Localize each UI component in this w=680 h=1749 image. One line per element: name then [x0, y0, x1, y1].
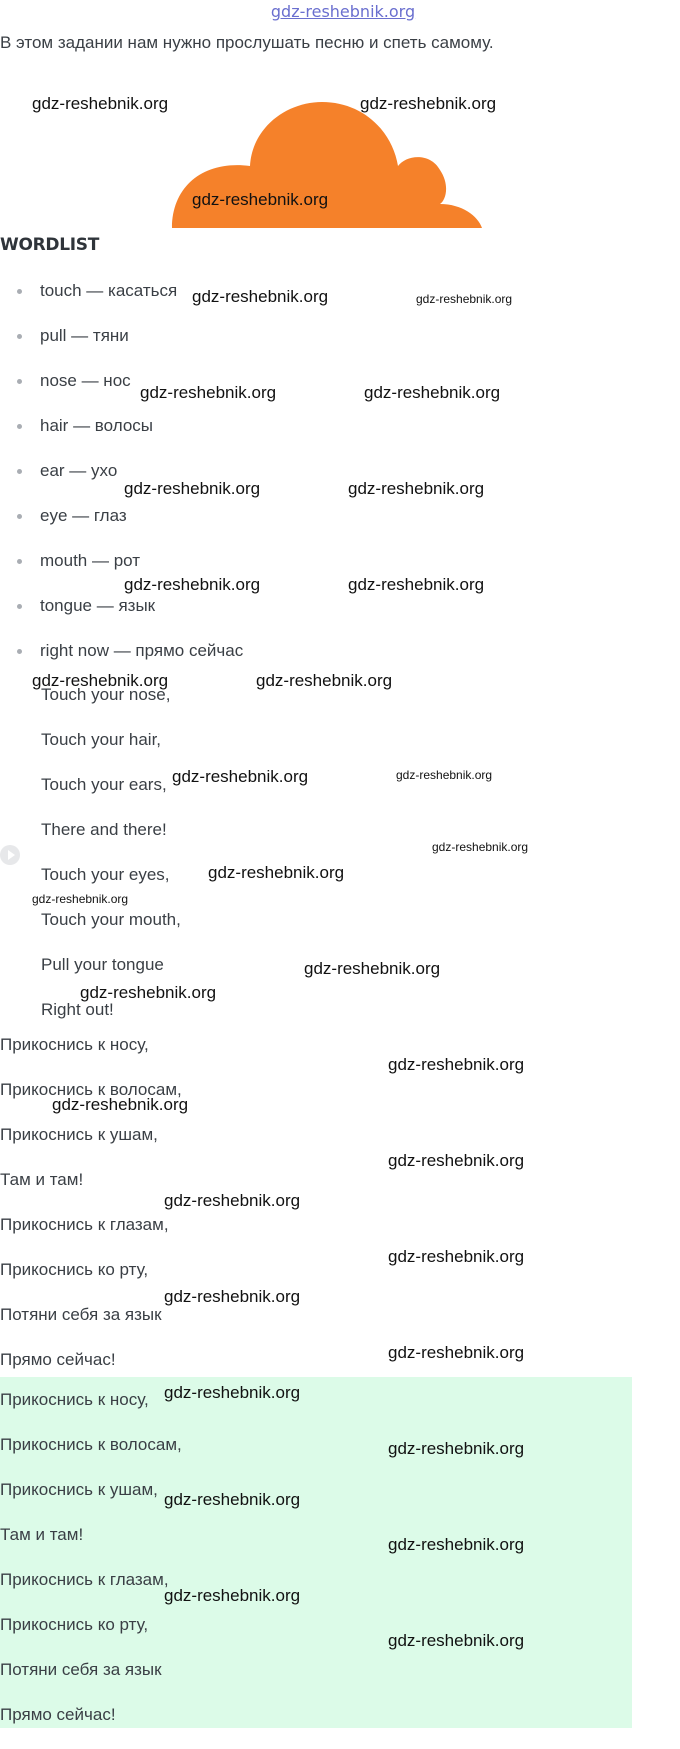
translation-highlighted-line: Прикоснись к носу,: [0, 1390, 149, 1409]
wordlist-item-text: tongue — язык: [40, 596, 156, 615]
wordlist-item-text: eye — глаз: [40, 506, 127, 525]
watermark: gdz-reshebnik.org: [52, 1095, 189, 1114]
watermark: gdz-reshebnik.org: [32, 94, 169, 113]
bullet-icon: [17, 379, 22, 384]
translation-line: Прикоснись ко рту,: [0, 1260, 149, 1279]
watermark: gdz-reshebnik.org: [256, 671, 393, 690]
translation-line: Там и там!: [0, 1170, 84, 1189]
watermark: gdz-reshebnik.org: [124, 575, 261, 594]
watermark: gdz-reshebnik.org: [388, 1055, 525, 1074]
translation-line: Прикоснись к ушам,: [0, 1125, 158, 1144]
watermark: gdz-reshebnik.org: [32, 892, 129, 906]
lyrics-line: Touch your nose,: [41, 685, 171, 704]
translation-line: Потяни себя за язык: [0, 1305, 162, 1324]
translation-highlighted-line: Прикоснись к глазам,: [0, 1570, 169, 1589]
wordlist-item-text: hair — волосы: [40, 416, 153, 435]
wordlist-item: [0, 415, 243, 460]
watermark: gdz-reshebnik.org: [348, 575, 485, 594]
lyrics-line: Touch your eyes,: [41, 865, 170, 884]
bullet-icon: [17, 334, 22, 339]
watermark: gdz-reshebnik.org: [348, 479, 485, 498]
watermark: gdz-reshebnik.org: [388, 1535, 525, 1554]
lyrics-line: Touch your ears,: [41, 775, 167, 794]
translation-highlighted-line: Прикоснись ко рту,: [0, 1615, 149, 1634]
bullet-icon: [17, 469, 22, 474]
watermark: gdz-reshebnik.org: [192, 287, 329, 306]
wordlist-item-text: ear — ухо: [40, 461, 118, 480]
wordlist-item-text: touch — касаться: [40, 281, 178, 300]
watermark: gdz-reshebnik.org: [80, 983, 217, 1002]
watermark: gdz-reshebnik.org: [396, 768, 493, 782]
watermark: gdz-reshebnik.org: [388, 1343, 525, 1362]
bullet-icon: [17, 604, 22, 609]
lyrics-line: Right out!: [41, 1000, 114, 1019]
wordlist-item-text: mouth — рот: [40, 551, 141, 570]
bullet-icon: [17, 649, 22, 654]
watermark: gdz-reshebnik.org: [32, 671, 169, 690]
translation-highlighted-line: Прямо сейчас!: [0, 1705, 116, 1724]
watermark: gdz-reshebnik.org: [364, 383, 501, 402]
wordlist-item: [0, 505, 243, 550]
bullet-icon: [17, 559, 22, 564]
watermark: gdz-reshebnik.org: [304, 959, 441, 978]
watermark: gdz-reshebnik.org: [164, 1586, 301, 1605]
play-icon[interactable]: [0, 845, 20, 865]
watermark: gdz-reshebnik.org: [208, 863, 345, 882]
watermark: gdz-reshebnik.org: [164, 1490, 301, 1509]
bullet-icon: [17, 289, 22, 294]
watermark: gdz-reshebnik.org: [432, 840, 529, 854]
translation-highlighted: [0, 1389, 182, 1749]
watermark: gdz-reshebnik.org: [164, 1191, 301, 1210]
watermark: gdz-reshebnik.org: [416, 292, 513, 306]
translation-highlighted-line: Прикоснись к волосам,: [0, 1435, 182, 1454]
watermark: gdz-reshebnik.org: [172, 767, 309, 786]
watermark: gdz-reshebnik.org: [164, 1383, 301, 1402]
watermark: gdz-reshebnik.org: [140, 383, 277, 402]
bullet-icon: [17, 424, 22, 429]
watermark: gdz-reshebnik.org: [388, 1247, 525, 1266]
bullet-icon: [17, 514, 22, 519]
site-link[interactable]: gdz-reshebnik.org: [270, 2, 416, 21]
lyrics-line: Touch your mouth,: [41, 910, 181, 929]
watermark: gdz-reshebnik.org: [388, 1631, 525, 1650]
watermark: gdz-reshebnik.org: [164, 1287, 301, 1306]
watermark: gdz-reshebnik.org: [388, 1439, 525, 1458]
translation-line: Прикоснись к волосам,: [0, 1080, 182, 1099]
watermark: gdz-reshebnik.org: [388, 1151, 525, 1170]
lyrics-line: Touch your hair,: [41, 730, 162, 749]
intro-text: В этом задании нам нужно прослушать песню и спеть самому.: [0, 33, 494, 52]
wordlist-item-text: nose — нос: [40, 371, 131, 390]
wordlist-item: [0, 595, 243, 640]
translation-highlighted-line: Там и там!: [0, 1525, 84, 1544]
cloud-icon: [170, 100, 484, 230]
watermark: gdz-reshebnik.org: [124, 479, 261, 498]
watermark: gdz-reshebnik.org: [360, 94, 497, 113]
translation-highlighted-line: Потяни себя за язык: [0, 1660, 162, 1679]
translation-line: Прикоснись к носу,: [0, 1035, 149, 1054]
wordlist-item: [0, 325, 243, 370]
watermark: gdz-reshebnik.org: [192, 190, 329, 209]
translation-highlighted-line: Прикоснись к ушам,: [0, 1480, 158, 1499]
translation-line: Прямо сейчас!: [0, 1350, 116, 1369]
wordlist-item-text: right now — прямо сейчас: [40, 641, 244, 660]
translation-line: Прикоснись к глазам,: [0, 1215, 169, 1234]
lyrics-line: Pull your tongue: [41, 955, 164, 974]
wordlist-heading: WORDLIST: [0, 235, 100, 255]
wordlist-item-text: pull — тяни: [40, 326, 129, 345]
translation: [0, 1034, 182, 1394]
lyrics-line: There and there!: [41, 820, 167, 839]
